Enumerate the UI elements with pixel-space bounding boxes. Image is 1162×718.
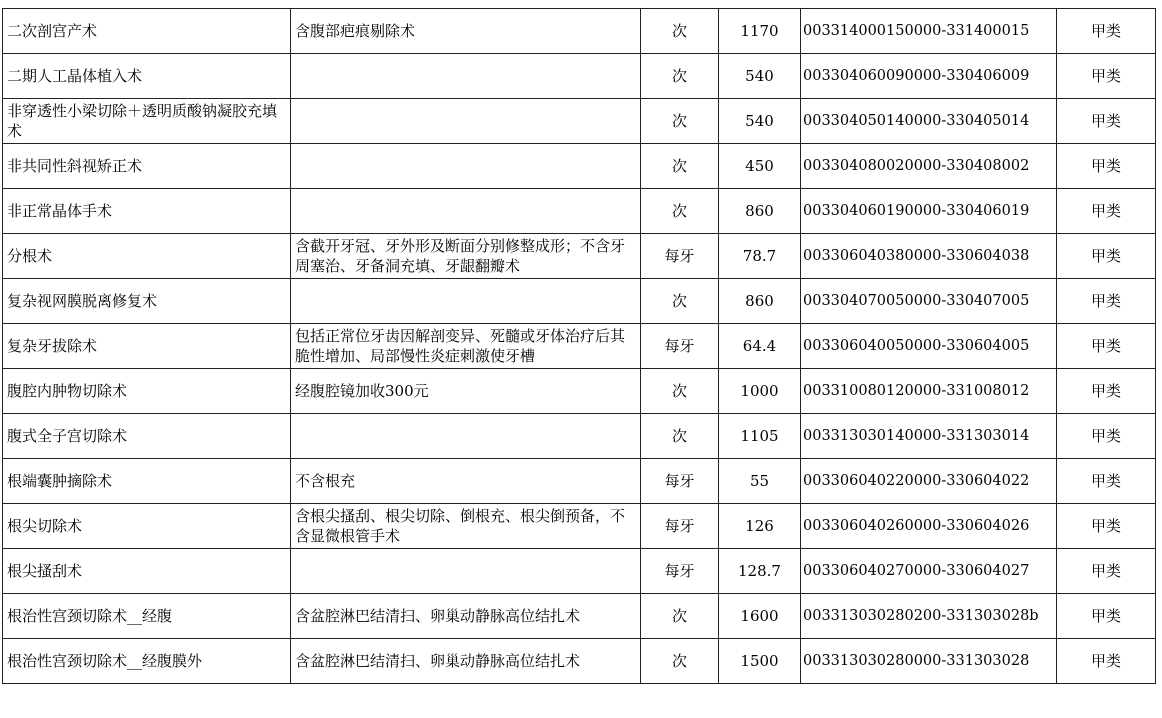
item-unit: 次 [641, 639, 719, 684]
item-name: 分根术 [3, 234, 291, 279]
item-unit: 次 [641, 54, 719, 99]
item-category: 甲类 [1057, 594, 1156, 639]
item-price: 540 [719, 54, 801, 99]
item-note: 含截开牙冠、牙外形及断面分别修整成形；不含牙周塞治、牙备洞充填、牙龈翻瓣术 [291, 234, 641, 279]
item-category: 甲类 [1057, 369, 1156, 414]
item-category: 甲类 [1057, 234, 1156, 279]
table-row [3, 54, 1156, 99]
item-name: 二次剖宫产术 [3, 9, 291, 54]
item-unit: 每牙 [641, 504, 719, 549]
item-category: 甲类 [1057, 189, 1156, 234]
item-category: 甲类 [1057, 324, 1156, 369]
item-unit: 次 [641, 369, 719, 414]
item-code: 003314000150000-331400015 [801, 9, 1057, 54]
table-row [3, 414, 1156, 459]
item-name: 复杂视网膜脱离修复术 [3, 279, 291, 324]
item-code: 003306040380000-330604038 [801, 234, 1057, 279]
item-unit: 次 [641, 99, 719, 144]
item-name: 根尖搔刮术 [3, 549, 291, 594]
item-note [291, 99, 641, 144]
item-code: 003304070050000-330407005 [801, 279, 1057, 324]
item-unit: 次 [641, 189, 719, 234]
item-code: 003306040260000-330604026 [801, 504, 1057, 549]
table-row [3, 639, 1156, 684]
item-code: 003313030280200-331303028b [801, 594, 1057, 639]
item-note [291, 279, 641, 324]
item-code: 003313030140000-331303014 [801, 414, 1057, 459]
item-price: 860 [719, 279, 801, 324]
table-row [3, 144, 1156, 189]
table-row [3, 504, 1156, 549]
item-price: 860 [719, 189, 801, 234]
item-category: 甲类 [1057, 504, 1156, 549]
item-note: 经腹腔镜加收300元 [291, 369, 641, 414]
item-note [291, 549, 641, 594]
item-note [291, 414, 641, 459]
item-category: 甲类 [1057, 99, 1156, 144]
table-row [3, 9, 1156, 54]
item-price: 64.4 [719, 324, 801, 369]
item-note [291, 144, 641, 189]
table-row [3, 99, 1156, 144]
item-unit: 次 [641, 144, 719, 189]
item-price: 126 [719, 504, 801, 549]
item-code: 003304050140000-330405014 [801, 99, 1057, 144]
item-note: 含根尖搔刮、根尖切除、倒根充、根尖倒预备，不含显微根管手术 [291, 504, 641, 549]
item-note: 含盆腔淋巴结清扫、卵巢动静脉高位结扎术 [291, 639, 641, 684]
item-category: 甲类 [1057, 549, 1156, 594]
item-note [291, 54, 641, 99]
item-price: 55 [719, 459, 801, 504]
item-unit: 次 [641, 414, 719, 459]
item-note: 含盆腔淋巴结清扫、卵巢动静脉高位结扎术 [291, 594, 641, 639]
table-row [3, 459, 1156, 504]
item-price: 1170 [719, 9, 801, 54]
item-name: 腹腔内肿物切除术 [3, 369, 291, 414]
item-name: 非穿透性小梁切除＋透明质酸钠凝胶充填术 [3, 99, 291, 144]
item-name: 二期人工晶体植入术 [3, 54, 291, 99]
table-row [3, 189, 1156, 234]
item-note: 不含根充 [291, 459, 641, 504]
item-price: 128.7 [719, 549, 801, 594]
table-row [3, 279, 1156, 324]
item-name: 复杂牙拔除术 [3, 324, 291, 369]
item-unit: 每牙 [641, 459, 719, 504]
item-price: 78.7 [719, 234, 801, 279]
item-code: 003306040220000-330604022 [801, 459, 1057, 504]
item-category: 甲类 [1057, 9, 1156, 54]
item-price: 450 [719, 144, 801, 189]
table-row [3, 234, 1156, 279]
item-category: 甲类 [1057, 144, 1156, 189]
item-name: 非共同性斜视矫正术 [3, 144, 291, 189]
item-code: 003304060090000-330406009 [801, 54, 1057, 99]
table-row [3, 549, 1156, 594]
item-note [291, 189, 641, 234]
item-name: 非正常晶体手术 [3, 189, 291, 234]
item-unit: 次 [641, 279, 719, 324]
item-category: 甲类 [1057, 639, 1156, 684]
item-category: 甲类 [1057, 54, 1156, 99]
item-note: 包括正常位牙齿因解剖变异、死髓或牙体治疗后其脆性增加、局部慢性炎症刺激使牙槽 [291, 324, 641, 369]
table-row [3, 369, 1156, 414]
item-unit: 次 [641, 9, 719, 54]
item-category: 甲类 [1057, 279, 1156, 324]
item-price: 540 [719, 99, 801, 144]
fee-schedule-table [2, 8, 1156, 684]
item-unit: 每牙 [641, 549, 719, 594]
item-price: 1500 [719, 639, 801, 684]
item-code: 003306040050000-330604005 [801, 324, 1057, 369]
table-row [3, 594, 1156, 639]
item-code: 003304080020000-330408002 [801, 144, 1057, 189]
item-category: 甲类 [1057, 414, 1156, 459]
item-unit: 次 [641, 594, 719, 639]
item-code: 003304060190000-330406019 [801, 189, 1057, 234]
item-code: 003306040270000-330604027 [801, 549, 1057, 594]
table-row [3, 324, 1156, 369]
item-category: 甲类 [1057, 459, 1156, 504]
item-name: 根端囊肿摘除术 [3, 459, 291, 504]
item-price: 1105 [719, 414, 801, 459]
item-name: 腹式全子宫切除术 [3, 414, 291, 459]
table-body [3, 9, 1156, 684]
item-code: 003313030280000-331303028 [801, 639, 1057, 684]
item-name: 根尖切除术 [3, 504, 291, 549]
item-name: 根治性宫颈切除术__经腹膜外 [3, 639, 291, 684]
item-unit: 每牙 [641, 234, 719, 279]
item-name: 根治性宫颈切除术__经腹 [3, 594, 291, 639]
item-note: 含腹部疤痕剔除术 [291, 9, 641, 54]
item-price: 1600 [719, 594, 801, 639]
item-code: 003310080120000-331008012 [801, 369, 1057, 414]
item-unit: 每牙 [641, 324, 719, 369]
item-price: 1000 [719, 369, 801, 414]
